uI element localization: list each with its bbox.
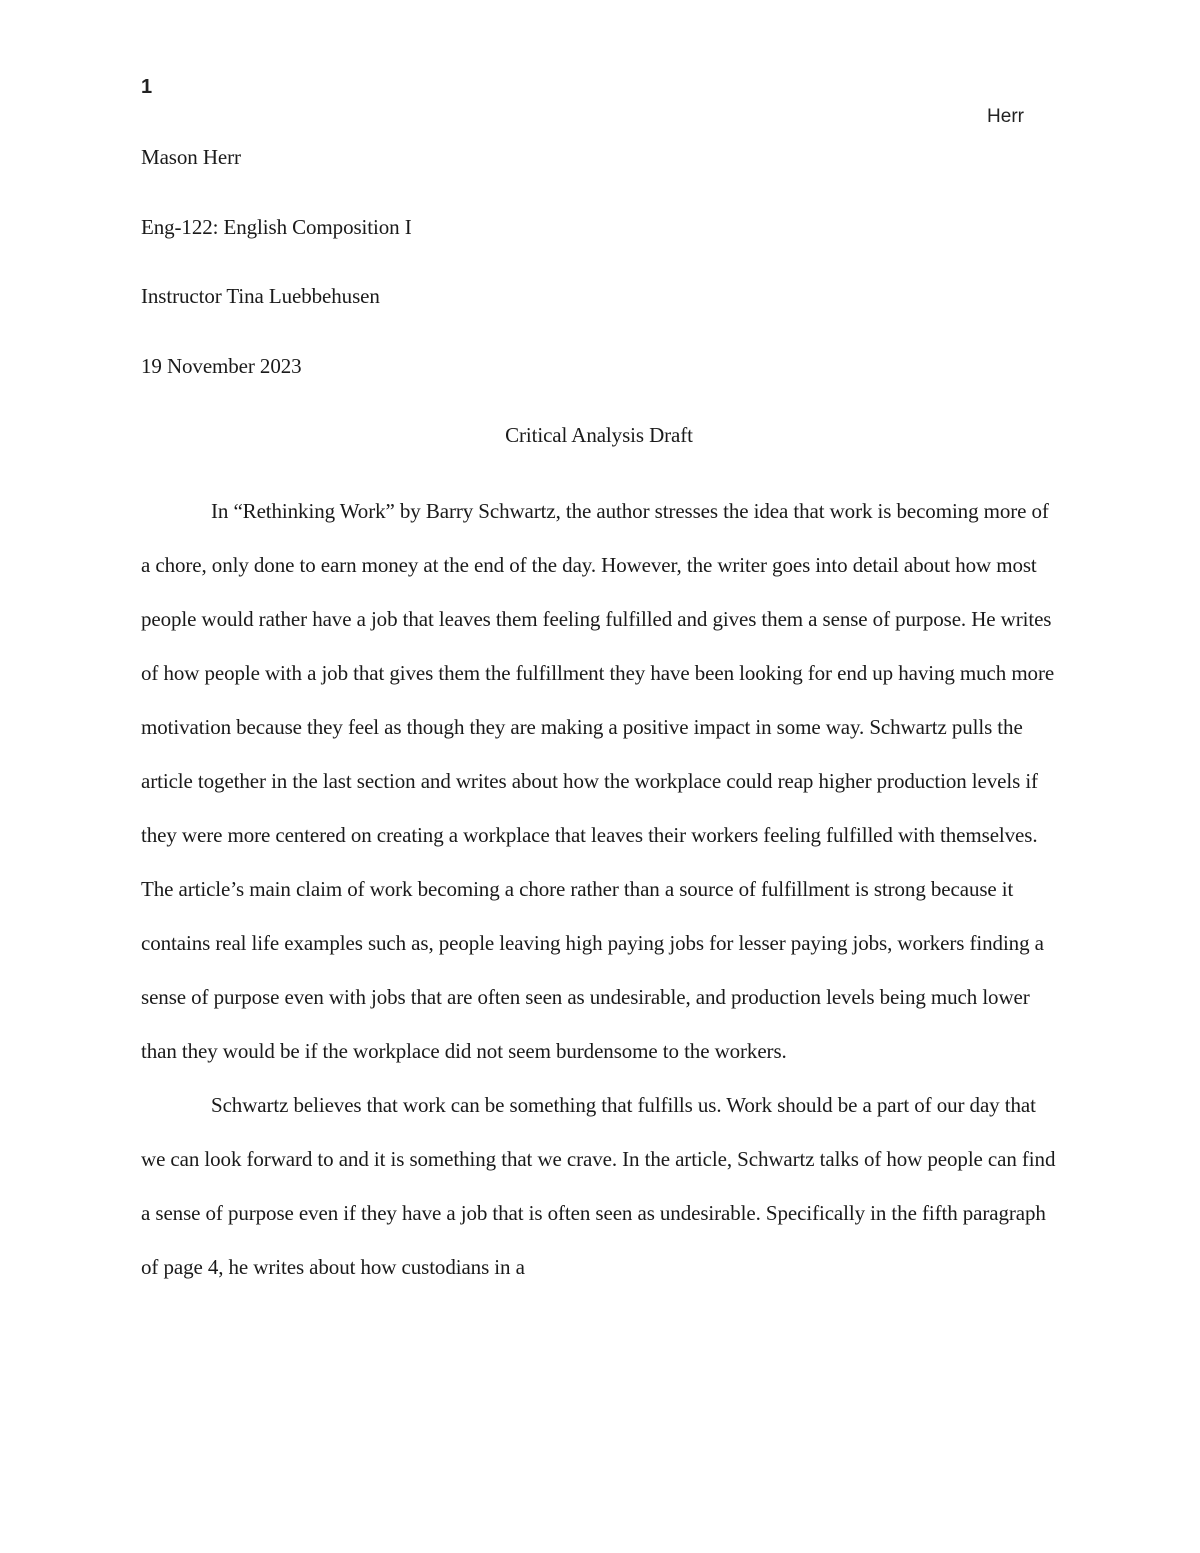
page-number: 1 bbox=[141, 76, 153, 98]
paragraph-2: Schwartz believes that work can be something that fulfills us. Work should be a part of our day that we can look forward to and it is something that we crave. In the article, Schwartz talks of how people can find a sense of purpose even if they have a job that is often seen as undesirable. Specifically in the fifth paragraph of page 4, he writes about how custodians in a bbox=[141, 1092, 1056, 1279]
student-name: Mason Herr bbox=[141, 145, 241, 169]
paragraph-1: In “Rethinking Work” by Barry Schwartz, the author stresses the idea that work is becoming more of a chore, only done to earn money at the end of the day. However, the writer goes into detail about how most people would rather have a job that leaves them feeling fulfilled and gives them a sense of purpose. He writes of how people with a job that gives them the fulfillment they have been looking for end up having much more motivation because they feel as though they are making a positive impact in some way. Schwartz pulls the article together in the last section and writes about how the workplace could reap higher production levels if they were more centered on creating a workplace that leaves their workers feeling fulfilled with themselves. The article’s main claim of work becoming a chore rather than a source of fulfillment is strong because it contains real life examples such as, people leaving high paying jobs for lesser paying jobs, workers finding a sense of purpose even with jobs that are often seen as undesirable, and production levels being much lower than they would be if the workplace did not seem burdensome to the workers. bbox=[141, 498, 1055, 1063]
course-name: Eng-122: English Composition I bbox=[141, 214, 412, 239]
document-title: Critical Analysis Draft bbox=[505, 423, 693, 447]
document-body bbox=[141, 136, 1057, 1294]
running-head: Herr bbox=[987, 106, 1024, 127]
document-date: 19 November 2023 bbox=[141, 353, 302, 378]
instructor-name: Instructor Tina Luebbehusen bbox=[141, 284, 380, 308]
